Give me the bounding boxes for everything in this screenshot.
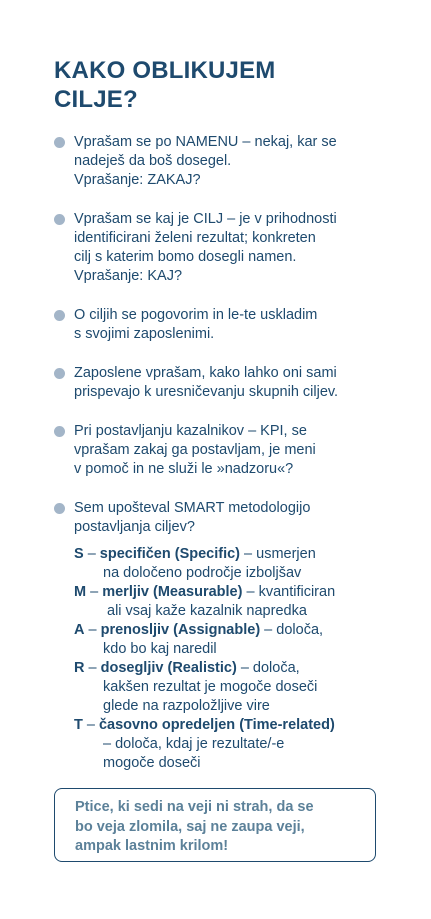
smart-rest: – kvantificiran (242, 584, 336, 600)
checklist-item (52, 210, 392, 286)
item-text-line: cilj s katerim bomo dosegli namen. (74, 249, 297, 265)
smart-term: prenosljiv (Assignable) (100, 622, 261, 638)
item-text-line: O ciljih se pogovorim in le-te uskladim (74, 307, 318, 323)
smart-continuation: kakšen rezultat je mogoče doseči (103, 679, 318, 695)
quote-line: ampak lastnim krilom! (75, 838, 229, 854)
smart-dash: – (82, 717, 99, 733)
smart-continuation: kdo bo kaj naredil (103, 641, 217, 657)
smart-letter: R (74, 660, 85, 676)
item-text-line: prispevajo k uresničevanju skupnih ciljev. (74, 384, 339, 400)
smart-line (74, 716, 394, 735)
smart-rest: – usmerjen (240, 546, 316, 562)
item-text-line: s svojimi zaposlenimi. (74, 326, 215, 342)
item-text-line: vprašam zakaj ga postavljam, je meni (74, 442, 316, 458)
item-text-line: nadeješ da boš dosegel. (74, 153, 232, 169)
title-line: KAKO OBLIKUJEM (54, 57, 276, 84)
smart-list (74, 545, 394, 773)
smart-letter: A (74, 622, 85, 638)
item-text-line: Pri postavljanju kazalnikov – KPI, se (74, 423, 307, 439)
smart-rest: – določa, (260, 622, 324, 638)
quote-line: Ptice, ki sedi na veji ni strah, da se (75, 799, 314, 815)
checklist-item (52, 364, 392, 402)
smart-term: specifičen (Specific) (99, 546, 241, 562)
item-text-line: postavljanja ciljev? (74, 519, 195, 535)
checklist-item (52, 422, 392, 479)
smart-continuation: – določa, kdaj je rezultate/-e (103, 736, 285, 752)
quote-box (54, 788, 376, 862)
smart-item-a (74, 621, 394, 659)
bullet-dot-icon (54, 137, 65, 148)
smart-line (74, 583, 394, 602)
item-text-line: Sem upošteval SMART metodologijo (74, 500, 311, 516)
smart-item-s (74, 545, 394, 583)
item-text-line: identificirani želeni rezultat; konkreten (74, 230, 316, 246)
smart-term: merljiv (Measurable) (102, 584, 243, 600)
bullet-dot-icon (54, 426, 65, 437)
bullet-dot-icon (54, 503, 65, 514)
smart-continuation: ali vsaj kaže kazalnik napredka (107, 603, 307, 619)
smart-dash: – (86, 584, 103, 600)
smart-dash: – (83, 546, 100, 562)
quote-line: bo veja zlomila, saj ne zaupa veji, (75, 818, 305, 835)
smart-continuation: mogoče doseči (103, 755, 201, 771)
smart-continuation: na določeno področje izboljšav (103, 565, 302, 581)
smart-line (74, 545, 394, 564)
item-text-line: v pomoč in ne služi le »nadzoru«? (74, 461, 294, 477)
item-text-line: Vprašanje: KAJ? (74, 268, 183, 284)
smart-letter: M (74, 584, 87, 600)
bullet-dot-icon (54, 368, 65, 379)
smart-item-m (74, 583, 394, 621)
item-text-line: Vprašanje: ZAKAJ? (74, 172, 201, 188)
smart-term: časovno opredeljen (Time-related) (98, 717, 335, 733)
checklist (52, 133, 392, 557)
smart-line (74, 659, 394, 678)
smart-term: dosegljiv (Realistic) (100, 660, 237, 676)
item-text-line: Vprašam se po NAMENU – nekaj, kar se (74, 134, 337, 150)
smart-line (74, 621, 394, 640)
item-text-line: Vprašam se kaj je CILJ – je v prihodnosti (74, 211, 337, 227)
title-line: CILJE? (54, 86, 138, 113)
page-title (54, 56, 394, 114)
smart-letter: S (74, 546, 84, 562)
checklist-item (52, 133, 392, 190)
item-text-line: Zaposlene vprašam, kako lahko oni sami (74, 365, 337, 381)
smart-dash: – (84, 660, 101, 676)
smart-item-t (74, 716, 394, 773)
smart-rest: – določa, (236, 660, 300, 676)
smart-item-r (74, 659, 394, 716)
smart-continuation: glede na razpoložljive vire (103, 698, 270, 714)
bullet-dot-icon (54, 214, 65, 225)
smart-letter: T (74, 717, 83, 733)
bullet-dot-icon (54, 310, 65, 321)
smart-dash: – (84, 622, 101, 638)
checklist-item (52, 499, 392, 537)
checklist-item (52, 306, 392, 344)
